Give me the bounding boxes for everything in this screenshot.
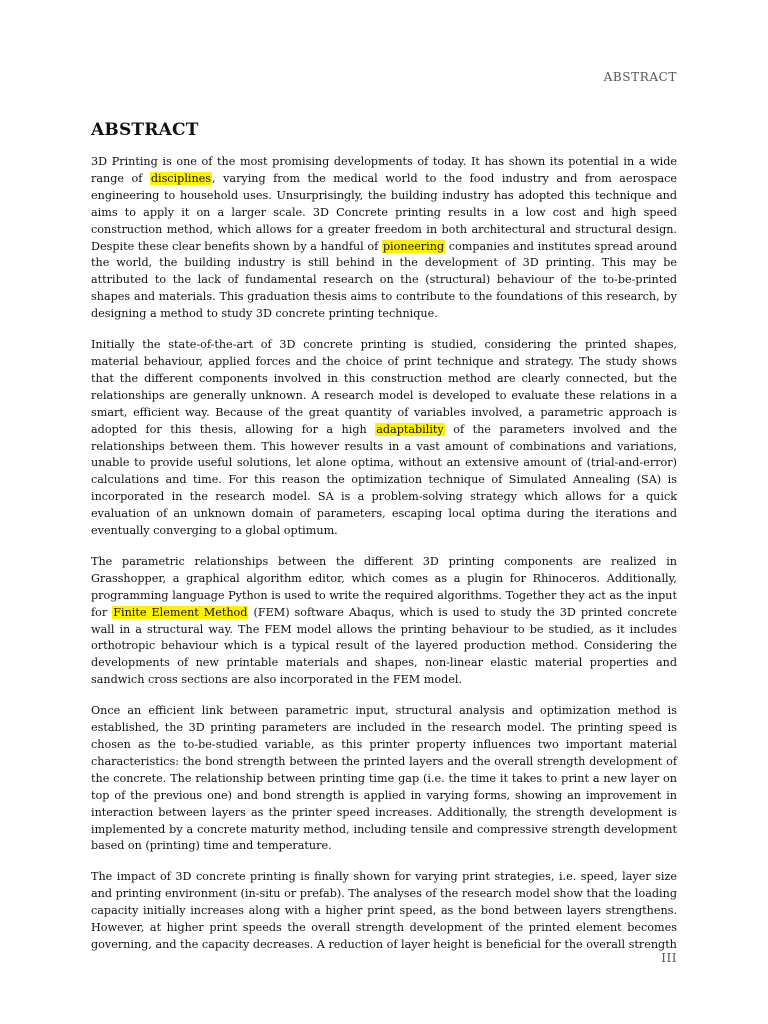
text-run: Initially the state-of-the-art of 3D concrete printing is studied, considering the printed shapes, material behaviour, applied forces and the choice of print technique and strategy. The study shows that the different components involved in this construction method are clearly connected, but the relationships are generally unknown. A research model is developed to evaluate these relations in a smart, efficient way. Because of the great quantity of variables involved, a parametric approach is adopted for this thesis, allowing for a high bbox=[91, 338, 677, 436]
text-run: companies and institutes spread around the world, the building industry is still behind in the development of 3D printing. This may be attributed to the lack of fundamental research on the (structural) behaviour of the to-be-printed shapes and materials. This graduation thesis aims to contribute to the foundations of this research, by designing a method to study 3D concrete printing technique. bbox=[91, 239, 678, 321]
abstract-paragraph bbox=[91, 554, 677, 689]
text-run: The impact of 3D concrete printing is finally shown for varying print strategies, i.e. speed, layer size and printing environment (in-situ or prefab). The analyses of the research model show that the loading capacity initially increases along with a higher print speed, as the bond between layers strengthens. However, at higher print speeds the overall strength development of the printed element becomes governing, and the capacity decreases. A reduction of layer height is beneficial for the overall strength bbox=[91, 870, 677, 951]
abstract-paragraph bbox=[91, 337, 677, 540]
highlighted-term: adaptability bbox=[376, 422, 444, 436]
text-run: The parametric relationships between the different 3D printing components are realized in Grasshopper, a graphical algorithm editor, which comes as a plugin for Rhinoceros. Additionally, programming language Python is used to write the required algorithms. Together they act as the input for bbox=[91, 554, 677, 619]
abstract-paragraph bbox=[91, 154, 677, 323]
highlighted-term: pioneering bbox=[382, 239, 445, 253]
highlighted-term: Finite Element Method bbox=[113, 605, 248, 619]
abstract-paragraph bbox=[91, 703, 677, 855]
running-header: ABSTRACT bbox=[603, 70, 677, 84]
text-run: 3D Printing is one of the most promising developments of today. It has shown its potential in a wide range of bbox=[91, 155, 677, 185]
abstract-body bbox=[91, 154, 677, 968]
text-run: , varying from the medical world to the food industry and from aerospace engineering to household uses. Unsurprisingly, the building industry has adopted this technique and aims to apply it on a larger scale. 3D Concrete printing results in a low cost and high speed construction method, which allows for a greater freedom in both architectural and structural design. Despite these clear benefits shown by a handful of bbox=[91, 171, 677, 253]
text-run: (FEM) software Abaqus, which is used to study the 3D printed concrete wall in a structural way. The FEM model allows the printing behaviour to be studied, as it includes orthotropic behaviour which is a typical result of the layered production method. Considering the developments of new printable materials and shapes, non-linear elastic material properties and sandwich cross sections are also incorporated in the FEM model. bbox=[91, 605, 678, 687]
highlighted-term: disciplines bbox=[150, 171, 212, 185]
text-run: Once an efficient link between parametric input, structural analysis and optimization method is established, the 3D printing parameters are included in the research model. The printing speed is chosen as the to-be-studied variable, as this printer property influences two important material characteristics: the bond strength between the printed layers and the overall strength development of the concrete. The relationship between printing time gap (i.e. the time it takes to print a new layer on top of the previous one) and bond strength is applied in varying forms, showing an improvement in interaction between layers as the printer speed increases. Additionally, the strength development is implemented by a concrete maturity method, including tensile and compressive strength development based on (printing) time and temperature. bbox=[91, 704, 677, 853]
text-run: of the parameters involved and the relationships between them. This however results in a vast amount of combinations and variations, unable to provide useful solutions, let alone optima, without an extensive amount of (trial-and-error) calculations and time. For this reason the optimization technique of Simulated Annealing (SA) is incorporated in the research model. SA is a problem-solving strategy which allows for a quick evaluation of an unknown domain of parameters, escaping local optima during the iterations and eventually converging to a global optimum. bbox=[91, 422, 677, 538]
abstract-paragraph bbox=[91, 869, 677, 954]
section-heading: ABSTRACT bbox=[91, 120, 199, 140]
page-number: III bbox=[661, 951, 677, 965]
